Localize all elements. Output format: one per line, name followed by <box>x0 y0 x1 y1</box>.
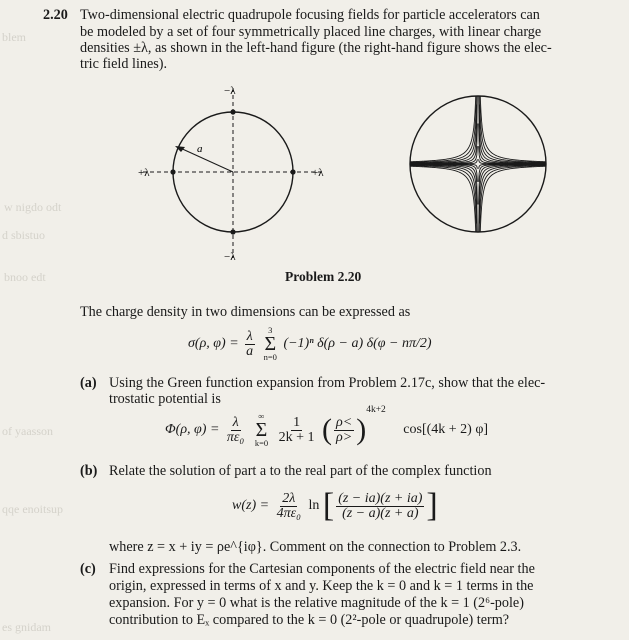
potential-tail: cos[(4k + 2) φ] <box>403 422 489 438</box>
part-a-line-1: Using the Green function expansion from Problem 2.17c, show that the elec- <box>109 375 546 391</box>
density-coefficient: $\frac{\lambda}{a}$ <box>246 328 254 359</box>
field-line <box>406 165 477 236</box>
potential-exponent: 4k+2 <box>366 404 386 415</box>
label-radius: a <box>197 143 203 155</box>
intro-line-4: tric field lines). <box>80 56 168 72</box>
part-b-label: (b) <box>80 463 98 479</box>
part-b-line: Relate the solution of part a to the real part of the complex function <box>109 463 492 479</box>
field-line <box>480 92 550 162</box>
equation-potential: Φ(ρ, φ) = $\frac{\lambda}{\text{πε₀}}$ ∞ Σ k=0 $\frac{1}{2k + 1}$ ( $\frac{\rho<}{\rho>}$ )$^{4k+2}$ cos[(4k + 2) φ] <box>165 404 489 448</box>
potential-coefficient: $\frac{\lambda}{\text{πε₀}}$ <box>226 414 245 445</box>
textbook-page: blem w nigdo odt d sbistuo bnoo edt of yaasson qqe enoitsup es gnidam 2.20 Two-dimensional electric quadrupole focusing fields for particle accelerators can be modeled by a set of four symmetrically placed line charges, with linear charge densities ±λ, as shown in the left-hand figure (the right-hand figure shows the elec- tric field lines). −λ −λ +λ +λ a Problem 2.20 The charge density in two dimensions can be expressed as σ(ρ, φ) = $\frac{\lambda}{a}$ 3 Σ n=0 (−1)ⁿ δ(ρ − a) δ(φ − nπ/2) (a) Using the Green function expansion from Problem 2.17c, show that the elec- trostatic potential is Φ(ρ, φ) = $\frac{\lambda}{\text{πε₀}}$ ∞ Σ k=0 $\frac{1}{2k + 1}$ ( $\frac{\rho<}{\rho>}$ )$^{4k+2}$ cos[(4k + 2) φ] (b) Relate the solution of part a to the real part of the complex function w(z) = $\frac{2\lambda}{\text{4πε₀}}$ ln [ $\frac{(z - ia)(z + ia)}{(z - a)(z + a)}$ ] where z = x + iy = ρe^{iφ}. Comment on the connection to Problem 2.3. (c) Find expressions for the Cartesian components of the electric field near the origin, expressed in terms of x and y. Keep the k = 0 and k = 1 terms in the expansion. For y = 0 what is the relative magnitude of the k = 1 (2⁶-pole) contribution to Eₓ compared to the k = 0 (2²-pole or quadrupole) term? <box>0 0 629 640</box>
part-a-label: (a) <box>80 375 97 391</box>
field-line <box>406 166 476 236</box>
field-line <box>406 92 476 162</box>
intro-line-1: Two-dimensional electric quadrupole focusing fields for particle accelerators can <box>80 7 540 23</box>
equation-charge-density <box>188 326 432 362</box>
equation-complex: w(z) = $\frac{2\lambda}{\text{4πε₀}}$ ln [ $\frac{(z - ia)(z + ia)}{(z - a)(z + a)}$ ] <box>232 487 438 524</box>
part-c-line-2: origin, expressed in terms of x and y. Keep the k = 0 and k = 1 terms in the <box>109 578 534 594</box>
label-right-charge: +λ <box>312 167 324 179</box>
part-a-line-2: trostatic potential is <box>109 391 221 407</box>
complex-ln: ln <box>308 498 320 514</box>
part-c-line-4: contribution to Eₓ compared to the k = 0 (2²-pole or quadrupole) term? <box>109 612 510 628</box>
field-line <box>479 164 550 236</box>
part-c-label: (c) <box>80 561 96 577</box>
potential-lhs: Φ(ρ, φ) = <box>165 422 220 438</box>
problem-number: 2.20 <box>43 7 68 23</box>
field-line <box>406 92 477 163</box>
complex-coefficient: $\frac{2\lambda}{\text{4πε₀}}$ <box>276 490 301 521</box>
density-body: (−1)ⁿ δ(ρ − a) δ(φ − nπ/2) <box>283 336 432 352</box>
figure-caption: Problem 2.20 <box>285 269 362 284</box>
field-line <box>479 92 550 163</box>
field-line <box>480 166 550 236</box>
complex-argument: $\frac{(z - ia)(z + ia)}{(z - a)(z + a)}$ <box>338 490 423 521</box>
where-line: where z = x + iy = ρe^{iφ}. Comment on the connection to Problem 2.3. <box>109 539 522 555</box>
label-left-charge: +λ <box>138 167 150 179</box>
intro-line-3: densities ±λ, as shown in the left-hand figure (the right-hand figure shows the elec- <box>80 40 552 56</box>
label-top-charge: −λ <box>224 85 236 97</box>
potential-term: $\frac{1}{2k + 1}$ <box>278 414 315 445</box>
part-c-line-1: Find expressions for the Cartesian components of the electric field near the <box>109 561 535 577</box>
potential-ratio: $\frac{\rho<}{\rho>}$ <box>336 414 353 445</box>
intro-line-2: be modeled by a set of four symmetrically placed line charges, with linear charge <box>80 24 542 40</box>
line-charge-figure <box>125 80 340 270</box>
field-lines-figure <box>406 92 550 236</box>
density-sum: 3 Σ n=0 <box>263 325 277 362</box>
field-line <box>479 92 550 164</box>
field-line <box>479 165 550 236</box>
density-intro: The charge density in two dimensions can be expressed as <box>80 304 411 320</box>
complex-lhs: w(z) = <box>232 498 270 514</box>
density-lhs: σ(ρ, φ) = <box>188 336 239 352</box>
label-bottom-charge: −λ <box>224 251 236 263</box>
potential-sum: ∞ Σ k=0 <box>254 411 269 448</box>
field-line <box>406 92 477 164</box>
field-line <box>406 164 477 236</box>
part-c-line-3: expansion. For y = 0 what is the relative magnitude of the k = 1 (2⁶-pole) <box>109 595 524 611</box>
